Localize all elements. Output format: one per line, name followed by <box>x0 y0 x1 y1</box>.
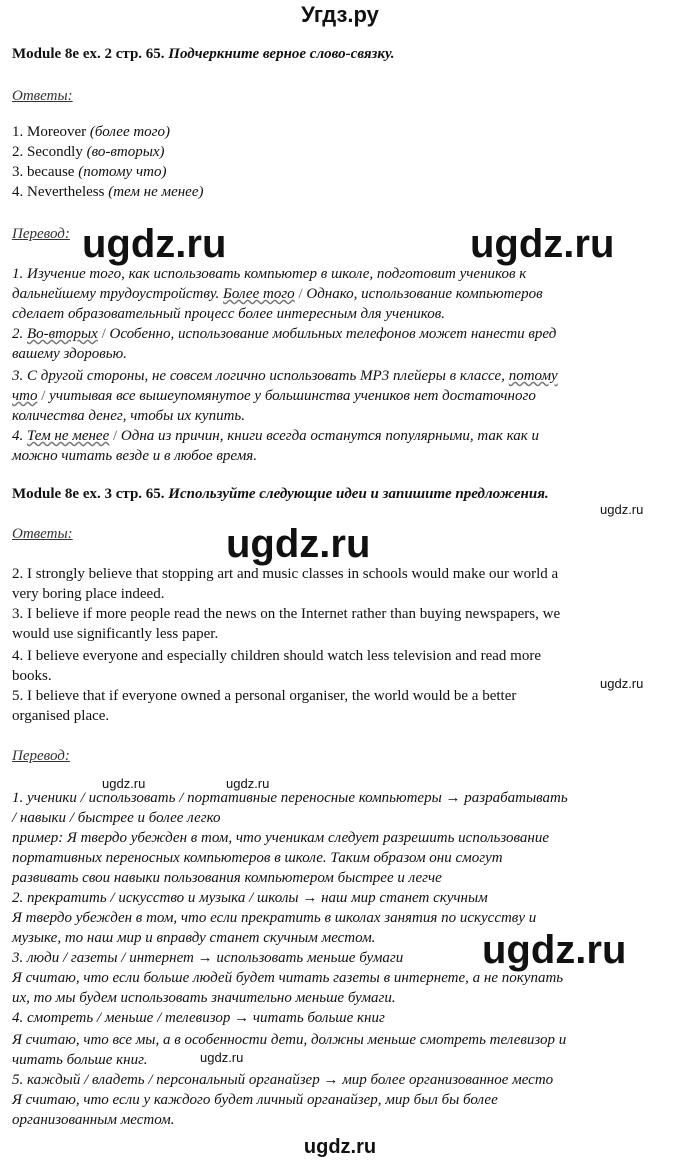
watermark: ugdz.ru <box>600 502 644 517</box>
answer-word: Nevertheless <box>27 184 105 200</box>
section2-answer-line: books. <box>12 668 52 684</box>
section2-translation-line: развивать свои навыки пользования компьютером быстрее и легче <box>12 870 442 886</box>
translation-3-line-2 <box>12 388 536 405</box>
section1-answer-4 <box>12 184 204 201</box>
section2-heading <box>12 486 549 503</box>
watermark: ugdz.ru <box>226 776 270 791</box>
text: учитывая все вышеупомянутое у большинства учеников нет достаточного <box>49 388 536 404</box>
translation-4-line-1 <box>12 428 539 445</box>
section2-translation-label: Перевод: <box>12 748 70 764</box>
section2-answers-label: Ответы: <box>12 526 73 542</box>
section2-translation-line: 2. прекратить / искусство и музыка / школы → наш мир станет скучным <box>12 890 488 906</box>
correct-option: Более того <box>223 286 295 302</box>
text: Одна из причин, книги всегда останутся популярными, так как и <box>120 428 540 444</box>
watermark: ugdz.ru <box>102 776 146 791</box>
correct-option: потому <box>508 368 558 384</box>
text: дальнейшему трудоустройству. <box>12 286 220 302</box>
section2-translation-line: / навыки / быстрее и более легко <box>12 810 221 826</box>
translation-4-line-2: можно читать везде и в любое время. <box>12 448 258 464</box>
slash: / <box>101 326 106 342</box>
section2-translation-line: Я считаю, что если у каждого будет личный органайзер, мир был бы более <box>12 1092 498 1108</box>
text: Однако, использование компьютеров <box>306 286 543 302</box>
section2-translation-line: 3. люди / газеты / интернет → использовать меньше бумаги <box>12 950 404 966</box>
answer-num: 3. <box>12 164 24 180</box>
answer-word: Secondly <box>27 144 83 160</box>
translation-3-line-3: количества денег, чтобы их купить. <box>12 408 245 424</box>
watermark: ugdz.ru <box>470 222 615 266</box>
slash: / <box>41 388 46 404</box>
section1-answer-2 <box>12 144 165 161</box>
section2-translation-line: портативных переносных компьютеров в школе. Таким образом они смогут <box>12 850 503 866</box>
text: 3. С другой стороны, не совсем логично использовать MP3 плейеры в классе, <box>12 368 505 384</box>
section1-answer-1 <box>12 124 170 141</box>
answer-trans: (потому что) <box>78 164 167 180</box>
section2-translation-line: читать больше книг. <box>12 1052 148 1068</box>
section2-answer-line: 3. I believe if more people read the news on the Internet rather than buying newspapers, we <box>12 606 561 622</box>
watermark: ugdz.ru <box>200 1050 244 1065</box>
translation-1-line-1: 1. Изучение того, как использовать компьютер в школе, подготовит учеников к <box>12 266 527 282</box>
section2-translation-line: Я считаю, что если больше людей будет читать газеты в интернете, а не покупать <box>12 970 564 986</box>
slash: / <box>298 286 303 302</box>
section2-translation-line: их, то мы будем использовать значительно меньше бумаги. <box>12 990 396 1006</box>
section2-answer-line: would use significantly less paper. <box>12 626 219 642</box>
section1-answer-3 <box>12 164 166 181</box>
text: 2. <box>12 326 24 342</box>
section2-answer-line: 2. I strongly believe that stopping art and music classes in schools would make our world a <box>12 566 559 582</box>
section2-answer-line: very boring place indeed. <box>12 586 165 602</box>
section2-translation-line: 5. каждый / владеть / персональный органайзер → мир более организованное место <box>12 1072 554 1088</box>
section2-heading-ref: Module 8e ex. 3 стр. 65. <box>12 486 165 502</box>
watermark: ugdz.ru <box>82 222 227 266</box>
answer-trans: (тем не менее) <box>108 184 204 200</box>
section1-heading-ref: Module 8e ex. 2 стр. 65. <box>12 46 165 62</box>
correct-option: Тем не менее <box>27 428 110 444</box>
section2-translation-line: 1. ученики / использовать / портативные переносные компьютеры → разрабатывать <box>12 790 568 806</box>
section2-answer-line: 4. I believe everyone and especially children should watch less television and read more <box>12 648 541 664</box>
section2-translation-line: 4. смотреть / меньше / телевизор → читать больше книг <box>12 1010 385 1026</box>
translation-2-line-1 <box>12 326 556 343</box>
answer-num: 1. <box>12 124 24 140</box>
answer-trans: (более того) <box>89 124 171 140</box>
section2-translation-line: организованным местом. <box>12 1112 175 1128</box>
watermark: ugdz.ru <box>482 928 627 972</box>
translation-2-line-2: вашему здоровью. <box>12 346 127 362</box>
correct-option: Во-вторых <box>27 326 98 342</box>
text: 4. <box>12 428 24 444</box>
slash: / <box>113 428 118 444</box>
text: Особенно, использование мобильных телефонов может нанести вред <box>109 326 557 342</box>
site-footer: ugdz.ru <box>303 1136 377 1158</box>
translation-1-line-2 <box>12 286 543 303</box>
site-title: Угдз.ру <box>301 2 379 27</box>
section1-translation-label: Перевод: <box>12 226 70 242</box>
section2-answer-line: organised place. <box>12 708 110 724</box>
watermark: ugdz.ru <box>226 522 371 566</box>
section2-translation-line: пример: Я твердо убежден в том, что ученикам следует разрешить использование <box>12 830 549 846</box>
answer-trans: (во-вторых) <box>86 144 165 160</box>
correct-option: что <box>12 388 38 404</box>
section1-answers-label: Ответы: <box>12 88 73 104</box>
answer-num: 2. <box>12 144 24 160</box>
section2-translation-line: Я считаю, что все мы, а в особенности дети, должны меньше смотреть телевизор и <box>12 1032 567 1048</box>
translation-3-line-1 <box>12 368 558 385</box>
answer-word: Moreover <box>27 124 87 140</box>
section2-heading-task: Используйте следующие идеи и запишите предложения. <box>168 486 549 502</box>
section2-translation-line: музыке, то наш мир и вправду станет скучным местом. <box>12 930 376 946</box>
section2-translation-line: Я твердо убежден в том, что если прекратить в школах занятия по искусству и <box>12 910 537 926</box>
answer-num: 4. <box>12 184 24 200</box>
section1-heading <box>12 46 394 63</box>
translation-1-line-3: сделает образовательный процесс более интересным для учеников. <box>12 306 446 322</box>
watermark: ugdz.ru <box>600 676 644 691</box>
section2-answer-line: 5. I believe that if everyone owned a personal organiser, the world would be a better <box>12 688 517 704</box>
answer-word: because <box>27 164 75 180</box>
section1-heading-task: Подчеркните верное слово-связку. <box>168 46 395 62</box>
